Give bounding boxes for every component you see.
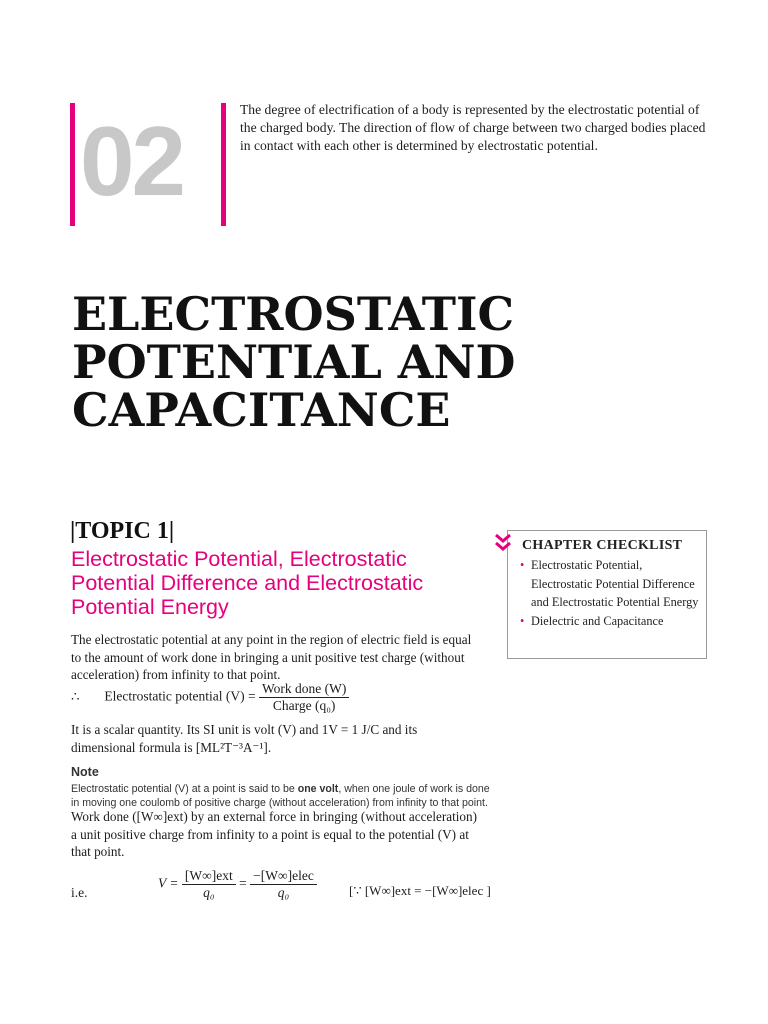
fraction-numerator: −[W∞]elec xyxy=(250,868,317,885)
chevron-down-icon xyxy=(494,533,512,553)
fraction-denominator: q₀ xyxy=(203,885,215,900)
potential-equation xyxy=(71,681,349,714)
equation-v: V = xyxy=(158,875,179,891)
chapter-title-line: CAPACITANCE xyxy=(72,383,451,437)
topic-title: Electrostatic Potential, Electrostatic Potential Difference and Electrostatic Potential Energy xyxy=(71,547,424,619)
chapter-title-line: ELECTROSTATIC xyxy=(72,287,515,341)
bullet-icon: • xyxy=(520,613,525,628)
equation-fraction xyxy=(182,868,236,901)
scalar-paragraph: It is a scalar quantity. Its SI unit is volt (V) and 1V = 1 J/C and its dimensional formula is [ML²T⁻³A⁻¹]. xyxy=(71,722,418,755)
fraction-numerator: [W∞]ext xyxy=(182,868,236,885)
fraction-denominator: q₀ xyxy=(277,885,290,900)
chapter-title-line: POTENTIAL AND xyxy=(72,335,516,389)
equals-sign: = xyxy=(239,875,247,891)
topic-label: |TOPIC 1| xyxy=(70,518,175,544)
checklist-item xyxy=(520,556,705,612)
checklist-item xyxy=(520,612,705,631)
chapter-intro: The degree of electrification of a body is represented by the electrostatic potential of the charged body. The direction of flow of charge between two charged bodies placed in contact with each other is determined by electrostatic potential. xyxy=(240,102,706,153)
equation-lhs: Electrostatic potential (V) = xyxy=(104,688,256,704)
chapter-left-bar xyxy=(70,103,75,226)
equation-fraction xyxy=(250,868,317,901)
fraction-numerator: Work done (W) xyxy=(259,681,349,698)
bullet-icon: • xyxy=(520,558,525,572)
checklist-item-label: Dielectric and Capacitance xyxy=(531,613,664,628)
fraction-denominator: Charge (q₀) xyxy=(272,698,336,713)
chapter-number: 02 xyxy=(80,106,184,216)
checklist-items xyxy=(520,556,705,630)
note-text xyxy=(71,782,491,810)
work-done-paragraph: Work done ([W∞]ext) by an external force in bringing (without acceleration) a unit positive charge from infinity to a point is equal to the potential (V) at that point. xyxy=(71,809,477,859)
note-heading: Note xyxy=(71,765,99,779)
checklist-title: CHAPTER CHECKLIST xyxy=(522,538,683,553)
equation-fraction xyxy=(259,681,349,714)
chapter-title xyxy=(72,287,516,437)
note-text-part: , when one joule of work is done in moving one coulomb of positive charge (without acceleration) from infinity to that point. xyxy=(71,783,490,809)
therefore-symbol: ∴ xyxy=(71,688,80,704)
potential-work-equation xyxy=(158,868,317,901)
ie-label: i.e. xyxy=(71,885,88,900)
equation-reason: [∵ [W∞]ext = −[W∞]elec ] xyxy=(349,883,491,898)
definition-paragraph: The electrostatic potential at any point in the region of electric field is equal to the amount of work done in bringing a unit positive test charge (without acceleration) from infinity to that point. xyxy=(71,632,472,682)
checklist-item-label: Electrostatic Potential, Electrostatic Potential Difference and Electrostatic Potential Energy xyxy=(531,558,699,609)
note-bold: one volt xyxy=(297,783,339,795)
note-text-part: Electrostatic potential (V) at a point is said to be xyxy=(71,783,298,795)
chapter-right-bar xyxy=(221,103,226,226)
